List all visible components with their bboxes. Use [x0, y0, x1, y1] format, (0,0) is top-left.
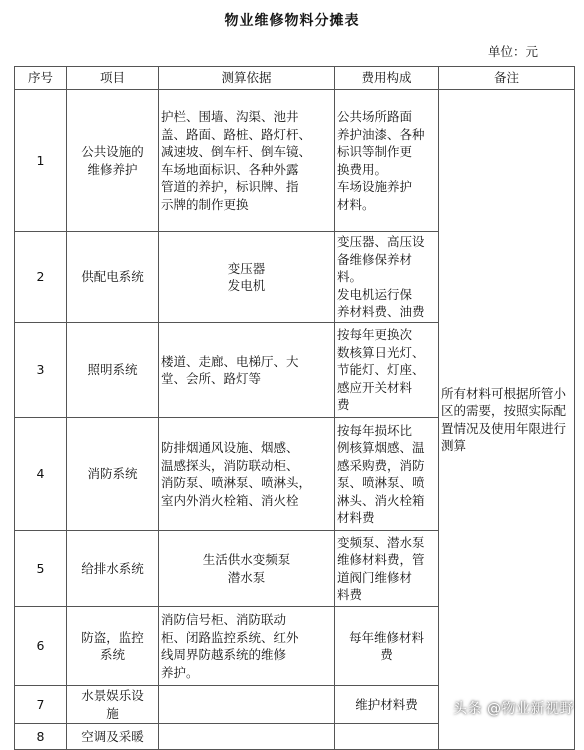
row-basis — [159, 418, 335, 531]
row-number: 7 — [15, 686, 67, 724]
cost-line: 发电机运行保 — [337, 286, 413, 302]
row-item — [67, 724, 159, 750]
row-cost — [335, 686, 439, 724]
row-number: 1 — [15, 90, 67, 232]
item-line: 照明系统 — [87, 362, 138, 378]
row-number: 5 — [15, 531, 67, 607]
header-note: 备注 — [439, 67, 575, 90]
item-line: 给排水系统 — [81, 560, 144, 576]
cost-line: 按每年更换次 — [337, 327, 413, 343]
basis-line: 发电机 — [227, 278, 266, 293]
row-basis — [159, 90, 335, 232]
item-line: 空调及采暖 — [81, 728, 144, 744]
cost-line: 每年维修材料 — [348, 629, 424, 645]
basis-line: 管道的养护，标识牌、指 — [161, 179, 299, 194]
row-number: 2 — [15, 232, 67, 323]
cost-line: 养材料费、油费 — [337, 304, 425, 320]
row-item — [67, 232, 159, 323]
basis-line: 消防泵、喷淋泵、喷淋头， — [161, 475, 312, 490]
item-line: 防盗，监控 — [81, 629, 144, 645]
basis-line: 养护。 — [161, 664, 199, 680]
cost-line: 变频泵、潜水泵 — [337, 534, 425, 550]
row-cost — [335, 724, 439, 750]
item-line: 水景娱乐设 — [81, 688, 144, 703]
basis-line: 盖、路面、路桩、路灯杆、 — [161, 126, 312, 142]
cost-line: 按每年损坏比 — [337, 422, 413, 438]
header-cost: 费用构成 — [335, 67, 439, 90]
cost-line: 标识等制作更 — [337, 144, 413, 159]
item-line: 消防系统 — [87, 466, 138, 482]
basis-line: 生活供水变频泵 — [202, 552, 291, 567]
cost-line: 例核算烟感、温 — [337, 440, 425, 455]
basis-line: 防排烟通风设施、烟感、 — [161, 440, 299, 455]
cost-line: 材料。 — [337, 196, 375, 212]
basis-line: 示牌的制作更换 — [161, 196, 249, 212]
row-basis — [159, 724, 335, 750]
basis-line: 车场地面标识、各种外露 — [161, 161, 299, 177]
row-cost — [335, 232, 439, 323]
cost-line: 换费用。 — [337, 161, 388, 177]
cost-line: 数核算日光灯、 — [337, 344, 425, 360]
row-basis — [159, 232, 335, 323]
row-basis — [159, 607, 335, 686]
table-row — [15, 90, 575, 232]
cost-line: 公共场所路面 — [337, 109, 413, 124]
cost-line: 道阀门维修材 — [337, 569, 413, 585]
unit-label: 单位：元 — [487, 44, 538, 59]
basis-line: 护栏、围墙、沟渠、池井 — [161, 109, 299, 124]
row-cost — [335, 323, 439, 418]
cost-line: 变压器、高压设 — [337, 234, 425, 250]
item-line: 施 — [106, 705, 119, 721]
cost-line: 维护材料费 — [355, 696, 418, 712]
cost-line: 材料费 — [337, 510, 375, 525]
cost-line: 备维修保养材 — [337, 251, 413, 267]
row-cost — [335, 90, 439, 232]
row-number: 4 — [15, 418, 67, 531]
cost-line: 感采购费，消防 — [337, 457, 425, 473]
row-item — [67, 607, 159, 686]
basis-line: 温感探头，消防联动柜、 — [161, 457, 299, 473]
row-item — [67, 686, 159, 724]
row-item — [67, 90, 159, 232]
cost-line: 节能灯、灯座、 — [337, 362, 425, 378]
row-item — [67, 418, 159, 531]
row-cost — [335, 531, 439, 607]
item-line: 维修养护 — [87, 161, 138, 177]
note-cell: 所有材料可根据所管小区的需要，按照实际配置情况及使用年限进行测算 — [439, 90, 575, 750]
cost-line: 车场设施养护 — [337, 179, 413, 194]
basis-line: 室内外消火栓箱、消火栓 — [161, 492, 299, 508]
basis-line: 柜、闭路监控系统、红外 — [161, 629, 299, 645]
header-item: 项目 — [67, 67, 159, 90]
row-item — [67, 531, 159, 607]
cost-line: 养护油漆、各种 — [337, 126, 425, 142]
page-title: 物业维修物料分摊表 — [224, 13, 360, 29]
cost-line: 感应开关材料 — [337, 379, 413, 395]
basis-line: 消防信号柜、消防联动 — [161, 612, 287, 627]
cost-line: 费 — [380, 647, 393, 662]
cost-line: 泵、喷淋泵、喷 — [337, 475, 425, 490]
cost-line: 维修材料费，管 — [337, 552, 425, 567]
watermark: 头条 @物业新视野 — [453, 701, 574, 717]
item-line: 系统 — [99, 647, 125, 662]
row-basis — [159, 323, 335, 418]
basis-line: 堂、会所、路灯等 — [161, 371, 262, 386]
basis-line: 减速坡、倒车杆、倒车镜、 — [161, 144, 312, 159]
cost-line: 费 — [337, 397, 350, 413]
row-basis — [159, 531, 335, 607]
table-header-row — [15, 67, 575, 90]
row-item — [67, 323, 159, 418]
row-number: 6 — [15, 607, 67, 686]
basis-line: 变压器 — [227, 260, 266, 276]
header-no: 序号 — [15, 67, 67, 90]
cost-line: 淋头、消火栓箱 — [337, 492, 425, 508]
allocation-table — [14, 66, 575, 750]
item-line: 公共设施的 — [81, 144, 144, 159]
row-cost — [335, 607, 439, 686]
item-line: 供配电系统 — [81, 269, 144, 285]
header-basis: 测算依据 — [159, 67, 335, 90]
row-number: 3 — [15, 323, 67, 418]
row-basis — [159, 686, 335, 724]
basis-line: 潜水泵 — [227, 569, 266, 585]
cost-line: 料费 — [337, 587, 363, 602]
cost-line: 料。 — [337, 269, 363, 285]
basis-line: 楼道、走廊、电梯厅、大 — [161, 353, 299, 369]
row-cost — [335, 418, 439, 531]
row-number: 8 — [15, 724, 67, 750]
basis-line: 线周界防越系统的维修 — [161, 647, 287, 662]
